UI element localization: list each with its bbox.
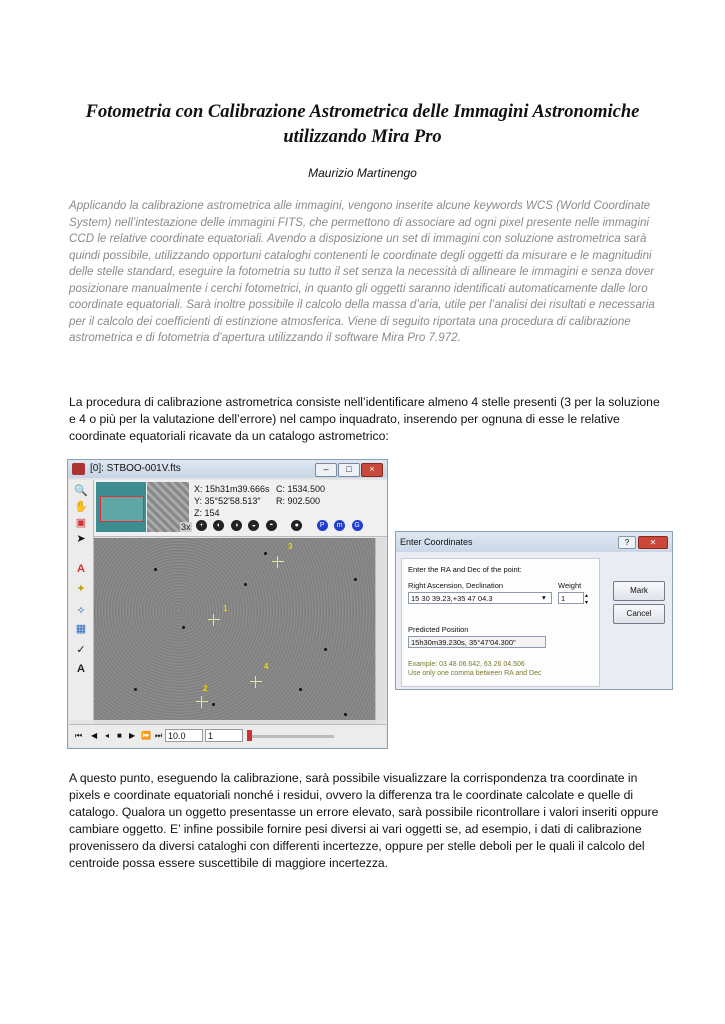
calibration-mark-4	[250, 676, 262, 688]
ra-dec-label: Right Ascension, Declination	[408, 581, 504, 590]
weight-label: Weight	[558, 581, 582, 590]
text-mark-icon[interactable]: A	[77, 663, 85, 675]
last-frame-icon[interactable]: ⏭	[155, 731, 163, 740]
fast-forward-icon[interactable]: ⏩	[141, 731, 151, 740]
star	[182, 626, 185, 629]
document-title: Fotometria con Calibrazione Astrometrica delle Immagini Astronomiche utilizzando Mira Pro	[85, 102, 640, 147]
check-icon[interactable]: ✓	[76, 644, 86, 656]
help-icon[interactable]: ?	[618, 536, 636, 549]
y-readout: Y: 35°52'58.513"	[194, 496, 261, 506]
star	[154, 568, 157, 571]
star	[244, 583, 247, 586]
mira-title-bar	[68, 460, 387, 478]
mark-label-2: 2	[203, 684, 208, 693]
comma-hint: Use only one comma between RA and Dec	[408, 670, 542, 677]
prompt-label: Enter the RA and Dec of the point:	[408, 565, 522, 574]
star	[264, 552, 267, 555]
z-readout: Z: 154	[194, 508, 220, 518]
r-readout: R: 902.500	[276, 496, 321, 506]
example-text: Example: 03 48 06.642, 63 26 04.506	[408, 661, 525, 668]
star	[344, 713, 347, 716]
dropdown-chevron-icon[interactable]: ▾	[542, 593, 546, 602]
mark-label-4: 4	[264, 662, 269, 671]
mark-label-3: 3	[288, 542, 293, 551]
weight-spinner-icon[interactable]: ▴ ▾	[585, 593, 589, 606]
hand-icon[interactable]: ✋	[74, 501, 88, 513]
weight-input[interactable]: 1	[558, 592, 584, 604]
abstract: Applicando la calibrazione astrometrica alle immagini, vengono inserite alcune keywords WCS (World Coordinate System) nell’intestazione delle immagini FITS, che permettono di associare ad ogni pixel presente nelle immagini CCD le relative coordinate equatoriali. Avendo a disposizione un set di immagini con soluzione astrometrica sarà quindi possibile, utilizzando opportuni cataloghi contenenti le coordinate degli oggetti da misurare e le magnitudini delle stelle standard, eseguire la fotometria su tutto il set senza la necessità di allineare le immagini e senza dover posizionare manualmente i cerchi fotometrici, in quanto gli oggetti saranno identificati automaticamente dalle loro coordinate equatoriali. Sarà inoltre possibile il calcolo della massa d’aria, utile per l’analisi dei risultati e necessaria per il calcolo dei coefficienti di estinzione atmosferica. Viene di seguito riportata una procedura di calibrazione astrometrica e di fotometria d’apertura utilizzando il software Mira Pro 7.972.	[69, 199, 655, 344]
wand-icon[interactable]: ✦	[76, 583, 86, 595]
prev-icon[interactable]: ◀	[91, 731, 98, 740]
dot-icon[interactable]: ●	[291, 520, 302, 531]
maximize-icon[interactable]: □	[338, 463, 360, 477]
frame-number-input[interactable]: 1	[205, 729, 243, 742]
navigator-thumbnail[interactable]	[96, 482, 146, 532]
enter-coordinates-dialog	[395, 531, 673, 690]
sector-icon[interactable]: ◒	[248, 520, 259, 531]
frame-slider[interactable]	[249, 735, 334, 738]
text-tool-icon[interactable]: A	[77, 563, 85, 575]
paragraph-calibration: A questo punto, eseguendo la calibrazione, sarà possibile visualizzare la corrispondenza tra coordinate in pixels e coordinate equatoriali nonché i residui, ovvero la differenza tra le coordinate calcolate e quelle di catalogo. Qualora un oggetto presentasse un errore elevato, sarà possibile ricontrollare i valori inseriti oppure cambiare oggetto. E’ infine possibile fornire pesi diversi ai vari oggetti se, ad esempio, i dati di calibrazione provenissero da diversi cataloghi con differenti incertezze, oppure per stelle deboli per le quali il calcolo del centroide possa essere suscettibile di maggiore incertezza.	[69, 771, 659, 870]
mira-toolbar	[69, 480, 94, 720]
astronomical-image[interactable]	[94, 538, 377, 720]
zoom-label: 3x	[181, 522, 191, 532]
frame-rate-input[interactable]: 10.0	[165, 729, 203, 742]
circle-tool-icon[interactable]: ◐	[213, 520, 224, 531]
predicted-label: Predicted Position	[408, 625, 469, 634]
step-back-icon[interactable]: ◂	[105, 731, 110, 740]
shade-icon[interactable]: ◓	[266, 520, 277, 531]
star	[354, 578, 357, 581]
mira-window-title: [0]: STBOO-001V.fts	[90, 463, 181, 474]
cancel-button[interactable]: Cancel	[613, 604, 665, 624]
calibration-mark-3	[272, 556, 284, 568]
tool-buttons	[196, 520, 365, 538]
author: Maurizio Martinengo	[308, 166, 417, 180]
mira-logo-icon	[72, 463, 85, 475]
vertical-scrollbar[interactable]	[375, 538, 385, 720]
paragraph-intro: La procedura di calibrazione astrometrica consiste nell’identificare almeno 4 stelle presenti (3 per la soluzione e 4 o più per la valutazione dell’errore) nel campo inquadrato, inserendo per ognuna di esse le relative coordinate equatoriali ricavate da un catalogo astrometrico:	[69, 395, 660, 443]
star	[299, 688, 302, 691]
mira-window	[67, 459, 388, 749]
select-rect-icon[interactable]: ▣	[75, 517, 87, 529]
m-icon[interactable]: m	[334, 520, 345, 531]
x-readout: X: 15h31m39.666s	[194, 484, 270, 494]
stop-icon[interactable]: ■	[117, 731, 122, 740]
mark-label-1: 1	[223, 604, 228, 613]
frame-slider-thumb[interactable]	[247, 730, 252, 741]
dialog-body	[401, 558, 600, 687]
mira-info-bar	[94, 480, 387, 537]
playback-bar	[69, 724, 386, 747]
calibration-mark-1	[208, 614, 220, 626]
close-icon[interactable]: ×	[361, 463, 383, 477]
calibration-mark-2	[196, 696, 208, 708]
minimize-icon[interactable]: –	[315, 463, 337, 477]
g-icon[interactable]: G	[352, 520, 363, 531]
star	[212, 703, 215, 706]
mark-button[interactable]: Mark	[613, 581, 665, 601]
ra-dec-input[interactable]: 15 30 39.23,+35 47 04.3	[408, 592, 552, 604]
first-frame-icon[interactable]: ⏮	[75, 731, 83, 740]
close-icon[interactable]: ✕	[638, 536, 668, 549]
c-readout: C: 1534.500	[276, 484, 326, 494]
star	[134, 688, 137, 691]
predicted-value: 15h30m39.230s, 35°47'04.300"	[408, 636, 546, 648]
play-icon[interactable]: ▶	[129, 731, 136, 740]
grid-icon[interactable]: ▦	[75, 623, 87, 635]
p-icon[interactable]: P	[317, 520, 328, 531]
dialog-title: Enter Coordinates	[396, 532, 672, 552]
measure-icon[interactable]: ✧	[76, 605, 86, 617]
arrow-icon[interactable]: ➤	[76, 533, 86, 545]
star	[324, 648, 327, 651]
moon-icon[interactable]: ◑	[231, 520, 242, 531]
crosshair-icon[interactable]: +	[196, 520, 207, 531]
magnifier-icon[interactable]: 🔍	[74, 485, 88, 497]
